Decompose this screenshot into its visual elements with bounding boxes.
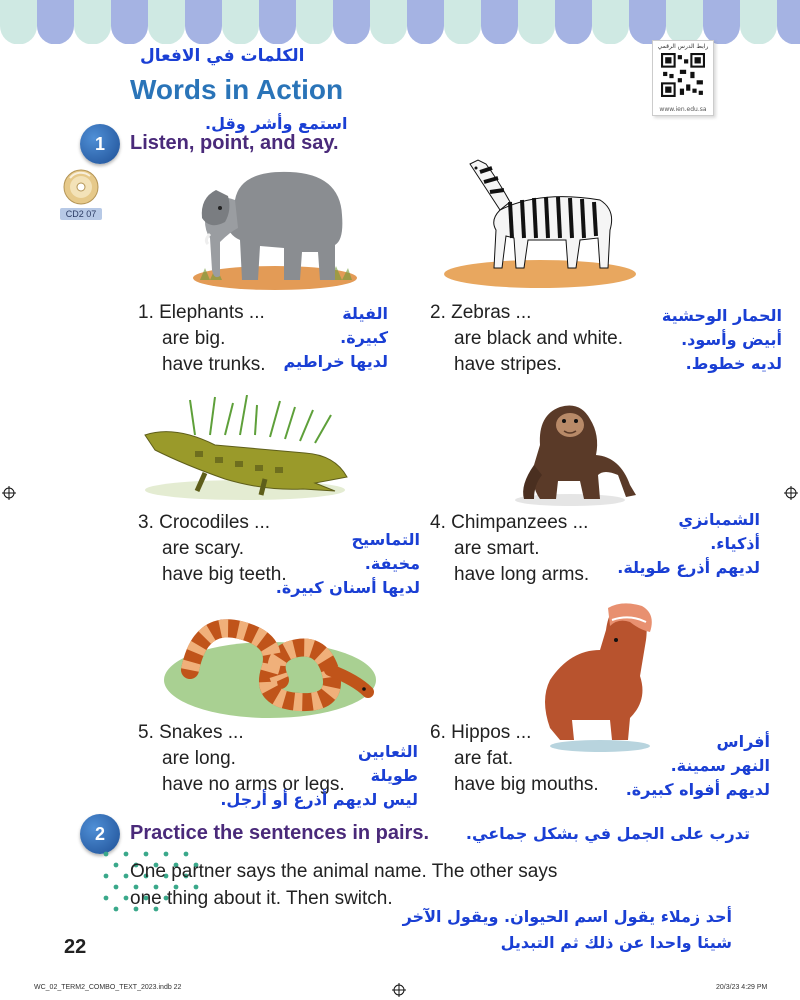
- animal-fact: are smart.: [454, 538, 540, 559]
- translation-line: أبيض وأسود.: [681, 330, 782, 349]
- qr-url: www.ien.edu.sa: [659, 106, 707, 113]
- animal-name: 6. Hippos ...: [430, 722, 532, 743]
- animal-translation-elephants: [283, 302, 388, 374]
- dot: [164, 852, 169, 857]
- scallop: [555, 0, 592, 44]
- animal-fact: are black and white.: [454, 328, 623, 349]
- translation-line: شيئا واحدا عن ذلك ثم التبديل: [500, 933, 732, 952]
- animal-translation-snakes: [220, 740, 418, 812]
- chimpanzee-image: [500, 395, 650, 510]
- animal-fact: are fat.: [454, 748, 514, 769]
- translation-line: طويلة: [370, 766, 418, 785]
- registration-mark-icon: [784, 486, 798, 500]
- dot: [104, 874, 109, 879]
- dot: [124, 852, 129, 857]
- qr-code-icon[interactable]: [661, 53, 705, 97]
- scalloped-top-border: [0, 0, 800, 44]
- scallop: [259, 0, 296, 44]
- translation-line: الفيلة: [342, 304, 388, 323]
- scallop: [37, 0, 74, 44]
- dot: [124, 896, 129, 901]
- zebra-image: [440, 150, 640, 290]
- animal-item-chimpanzees: [430, 510, 589, 588]
- page-number: 22: [64, 936, 87, 958]
- footer-file-name: WC_02_TERM2_COMBO_TEXT_2023.indb 22: [34, 984, 182, 991]
- dot: [114, 863, 119, 868]
- translation-line: النهر سمينة.: [670, 756, 770, 775]
- scallop: [666, 0, 703, 44]
- cd-track-label: CD2 07: [60, 208, 102, 220]
- qr-caption: رابط الدرس الرقمي: [657, 43, 709, 50]
- scallop: [592, 0, 629, 44]
- exercise2-body-line: one thing about it. Then switch.: [130, 888, 393, 909]
- snake-image: [160, 610, 380, 720]
- animal-item-zebras: [430, 300, 623, 378]
- scallop: [518, 0, 555, 44]
- animal-fact: have big mouths.: [454, 774, 599, 795]
- scallop: [740, 0, 777, 44]
- scallop: [185, 0, 222, 44]
- animal-name: 4. Chimpanzees ...: [430, 512, 589, 533]
- animal-fact: have trunks.: [162, 354, 266, 375]
- exercise2-body-arabic: [403, 904, 732, 956]
- translation-line: لديه خطوط.: [685, 354, 782, 373]
- footer-timestamp: 20/3/23 4:29 PM: [716, 984, 768, 991]
- animal-item-hippos: [430, 720, 599, 798]
- animal-item-elephants: [138, 300, 266, 378]
- animal-translation-chimpanzees: [617, 508, 760, 580]
- exercise1-instruction: Listen, point, and say.: [130, 132, 339, 154]
- qr-code-panel[interactable]: [652, 40, 714, 116]
- dot: [124, 874, 129, 879]
- scallop: [333, 0, 370, 44]
- dot: [114, 907, 119, 912]
- translation-line: التماسيح: [351, 530, 420, 549]
- dot: [184, 852, 189, 857]
- animal-name: 3. Crocodiles ...: [138, 512, 270, 533]
- dot: [144, 852, 149, 857]
- scallop: [407, 0, 444, 44]
- animal-fact: are long.: [162, 748, 236, 769]
- animal-fact: are scary.: [162, 538, 245, 559]
- registration-mark-icon: [392, 983, 406, 997]
- page-title-arabic: الكلمات في الافعال: [140, 46, 305, 66]
- scallop: [444, 0, 481, 44]
- animal-name: 2. Zebras ...: [430, 302, 532, 323]
- animal-fact: have no arms or legs.: [162, 774, 345, 795]
- exercise2-instruction: Practice the sentences in pairs.: [130, 822, 430, 844]
- exercise2-instruction-arabic: تدرب على الجمل في بشكل جماعي.: [465, 824, 750, 843]
- animal-name: 1. Elephants ...: [138, 302, 265, 323]
- translation-line: لديها أسنان كبيرة.: [275, 578, 420, 597]
- dot: [114, 885, 119, 890]
- scallop: [74, 0, 111, 44]
- scallop: [481, 0, 518, 44]
- crocodile-image: [135, 395, 355, 505]
- translation-line: أذكياء.: [710, 534, 760, 553]
- scallop: [370, 0, 407, 44]
- scallop: [111, 0, 148, 44]
- scallop: [222, 0, 259, 44]
- scallop: [777, 0, 800, 44]
- animal-fact: have long arms.: [454, 564, 590, 585]
- dot: [104, 852, 109, 857]
- animal-fact: are big.: [162, 328, 226, 349]
- translation-line: أحد زملاء يقول اسم الحيوان. ويقول الآخر: [402, 907, 732, 926]
- cd-icon: [60, 168, 102, 206]
- audio-cd-button[interactable]: [60, 168, 102, 220]
- exercise1-instruction-arabic: استمع وأشر وقل.: [205, 114, 348, 133]
- animal-translation-crocodiles: [276, 528, 420, 600]
- elephant-image: [180, 160, 360, 290]
- animal-item-crocodiles: [138, 510, 287, 588]
- scallop: [148, 0, 185, 44]
- scallop: [296, 0, 333, 44]
- exercise2-body-line: One partner says the animal name. The other says: [130, 861, 558, 882]
- animal-name: 5. Snakes ...: [138, 722, 244, 743]
- exercise2-number-badge: 2: [80, 814, 120, 854]
- animal-translation-zebras: [662, 304, 782, 376]
- registration-mark-icon: [2, 486, 16, 500]
- translation-line: ليس لديهم أذرع أو أرجل.: [220, 790, 418, 809]
- animal-translation-hippos: [626, 730, 770, 802]
- scallop: [629, 0, 666, 44]
- scallop: [703, 0, 740, 44]
- animal-fact: have big teeth.: [162, 564, 287, 585]
- dot: [104, 896, 109, 901]
- translation-line: لديهم أذرع طويلة.: [617, 558, 760, 577]
- translation-line: كبيرة.: [340, 328, 388, 347]
- translation-line: أفراس: [716, 732, 770, 751]
- scallop: [0, 0, 37, 44]
- translation-line: الحمار الوحشية: [661, 306, 782, 325]
- translation-line: مخيفة.: [364, 554, 420, 573]
- exercise1-number-badge: 1: [80, 124, 120, 164]
- page-title: Words in Action: [130, 74, 344, 105]
- translation-line: لديها خراطيم: [283, 352, 388, 371]
- translation-line: الثعابين: [358, 742, 418, 761]
- animal-fact: have stripes.: [454, 354, 562, 375]
- translation-line: الشمبانزي: [678, 510, 760, 529]
- translation-line: لديهم أفواه كبيرة.: [625, 780, 770, 799]
